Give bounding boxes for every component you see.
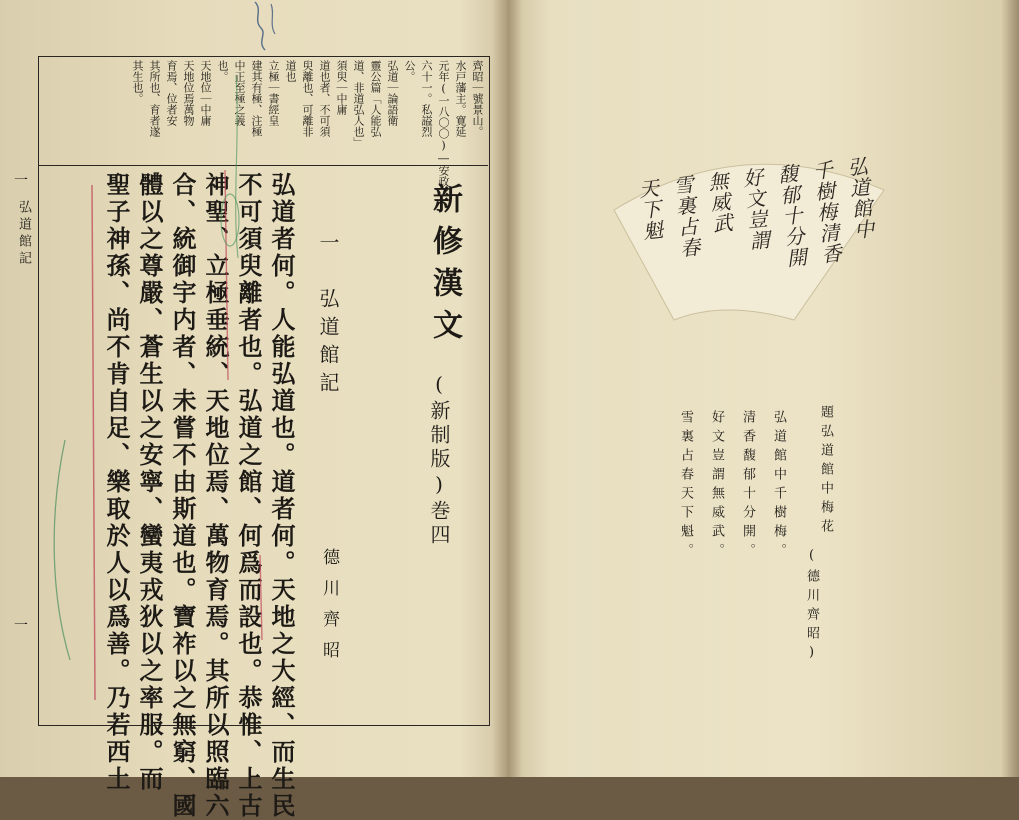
note-column: 天地位｜中庸 — [199, 60, 212, 126]
note-column: 公。 — [403, 60, 416, 82]
fan-columns — [615, 155, 884, 321]
poem-line: 好文豈謂無威武。 — [709, 410, 724, 562]
body-column: 合、統御宇内者、未嘗不由斯道也。寶祚以之無窮、國 — [168, 172, 197, 820]
fan-column: 千樹梅清香 — [808, 158, 844, 266]
body-columns — [96, 172, 296, 820]
note-column: 天地位焉萬物 — [182, 60, 195, 126]
note-column: 元年(一八〇〇)―安政 — [437, 60, 450, 187]
note-column: 道也者、不可須 — [318, 60, 331, 137]
notes-columns — [130, 60, 484, 187]
note-column: 水戸藩主。寛延 — [454, 60, 467, 137]
note-column: 道、非道弘人也」 — [352, 60, 365, 148]
note-column: 中正至極之義 — [233, 60, 246, 126]
fan-calligraphy — [604, 150, 894, 325]
body-column: 弘道者何。人能弘道也。道者何。天地之大經、而生民 — [267, 172, 296, 820]
note-column: 建其有極、注極 — [250, 60, 263, 137]
note-column: 六十一。私謚烈 — [420, 60, 433, 137]
notes-divider — [38, 165, 488, 166]
note-column: 也。 — [216, 60, 229, 82]
volume-label: (新制版)巻四 — [427, 372, 451, 548]
note-column: 育焉、位者安 — [165, 60, 178, 126]
page-marker-bottom: 一 — [14, 618, 28, 634]
notes-area — [44, 60, 484, 187]
running-head: 弘道館記 — [16, 200, 31, 268]
lesson-heading: 一 弘道館記 — [316, 232, 340, 400]
fan-column: 馥郁十分開 — [773, 162, 809, 270]
poem-lines — [676, 410, 788, 570]
body-column: 聖子神孫、尚不肯自足、樂取於人以爲善。乃若西土 — [102, 172, 131, 793]
page-marker-top: 一 — [14, 173, 28, 189]
note-column: 須臾｜中庸 — [335, 60, 348, 115]
handwritten-stamp-mark — [235, 0, 295, 24]
poem-line: 清香馥郁十分開。 — [740, 410, 755, 562]
note-column: 其所也、育者遂 — [148, 60, 161, 137]
poem-line: 弘道館中千樹梅。 — [771, 410, 786, 562]
poem-title: 題弘道館中梅花 — [818, 405, 833, 538]
book-title: 新修漢文 — [427, 183, 462, 351]
note-column: 齊昭｜號景山。 — [471, 60, 484, 137]
note-column: 道也 — [284, 60, 297, 82]
note-column: 立極｜書經皇 — [267, 60, 280, 126]
note-column: 弘道｜論語衛 — [386, 60, 399, 126]
fan-column: 弘道館中 — [843, 155, 876, 242]
poem-author: (德川齊昭) — [804, 548, 819, 666]
book-gutter — [492, 0, 522, 777]
note-column: 其生也。 — [131, 60, 144, 104]
author-name: 德川齊昭 — [319, 548, 339, 672]
fan-column: 雪裏占春 — [669, 173, 702, 260]
page-edge-shadow — [1001, 0, 1019, 777]
note-column: 靈公篇「人能弘 — [369, 60, 382, 137]
body-column: 不可須臾離者也。弘道之館、何爲而設也。恭惟、上古 — [234, 172, 263, 820]
fan-column: 好文豈謂 — [738, 166, 772, 253]
note-column: 臾離也、可離非 — [301, 60, 314, 137]
fan-column: 天下魁 — [634, 177, 665, 243]
fan-column: 無威武 — [703, 169, 735, 236]
body-column: 神聖、立極垂統、天地位焉、萬物育焉。其所以照臨六 — [201, 172, 230, 820]
body-column: 體以之尊嚴、蒼生以之安寧、蠻夷戎狄以之率服。而 — [135, 172, 164, 793]
poem-line: 雪裏占春天下魁。 — [678, 410, 693, 562]
